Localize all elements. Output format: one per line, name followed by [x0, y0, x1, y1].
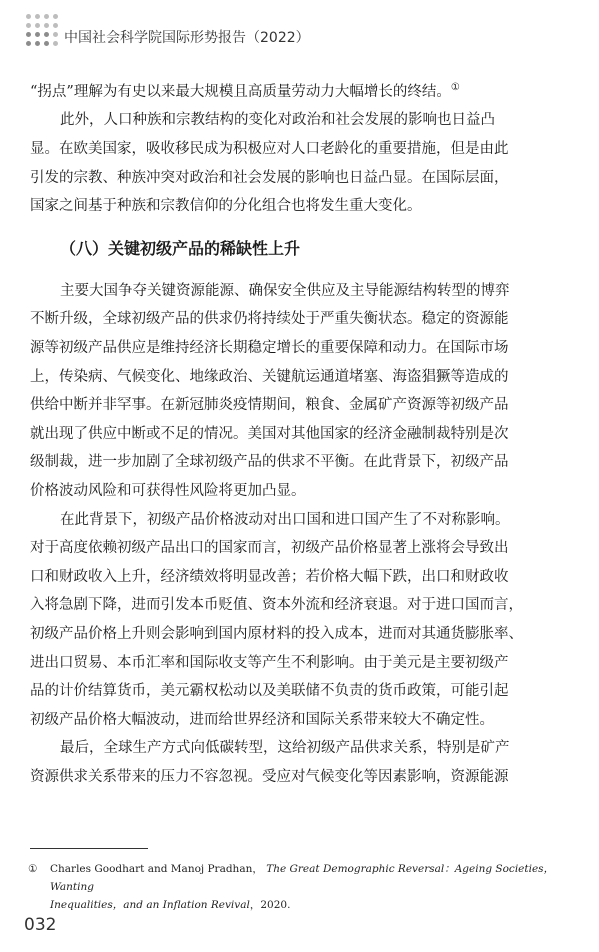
paragraph-line: 主要大国争夺关键资源能源、确保安全供应及主导能源结构转型的博弈 — [60, 282, 510, 299]
paragraph-1 — [30, 74, 572, 106]
paragraph-line: 显。在欧美国家，吸收移民成为积极应对人口老龄化的重要措施，但是由此 — [30, 141, 509, 158]
paragraph-5 — [30, 734, 572, 791]
paragraph-line: 级制裁，进一步加剧了全球初级产品的供求不平衡。在此背景下，初级产品 — [30, 454, 509, 471]
paragraph-line: 供给中断并非罕事。在新冠肺炎疫情期间，粮食、金属矿产资源等初级产品 — [30, 397, 509, 414]
paragraph-line: 品的计价结算货币，美元霸权松动以及美联储不负责的货币政策，可能引起 — [30, 683, 509, 700]
paragraph-line: 就出现了供应中断或不足的情况。美国对其他国家的经济金融制裁特别是次 — [30, 425, 509, 442]
paragraph-line: 此外，人口种族和宗教结构的变化对政治和社会发展的影响也日益凸 — [60, 112, 495, 129]
paragraph-line: 初级产品价格上升则会影响到国内原材料的投入成本，进而对其通货膨胀率、 — [30, 625, 523, 642]
decorative-dot-grid-icon — [26, 14, 59, 47]
paragraph-3 — [30, 277, 572, 506]
footnote-number: ① — [28, 863, 38, 875]
paragraph-line: 源等初级产品供应是维持经济长期稳定增长的重要保障和动力。在国际市场 — [30, 339, 509, 356]
paragraph-1-text: “拐点”理解为有史以来最大规模且高质量劳动力大幅增长的终结。 — [30, 83, 451, 100]
footnote-reference[interactable]: ① — [450, 82, 460, 93]
paragraph-line: 不断升级，全球初级产品的供求仍将持续处于严重失衡状态。稳定的资源能 — [30, 311, 509, 328]
paragraph-line: 对于高度依赖初级产品出口的国家而言，初级产品价格显著上涨将会导致出 — [30, 540, 509, 557]
footnote-divider — [30, 848, 148, 849]
paragraph-line: 最后，全球生产方式向低碳转型，这给初级产品供求关系，特别是矿产 — [60, 740, 510, 757]
paragraph-line: 价格波动风险和可获得性风险将更加凸显。 — [30, 482, 306, 499]
footnote-title-line-1: The Great Demographic Reversal：Ageing Societies，Wanting — [50, 863, 555, 893]
footnote-tail: ，2020. — [249, 899, 291, 911]
paragraph-line: 在此背景下，初级产品价格波动对出口国和进口国产生了不对称影响。 — [60, 511, 510, 528]
footnote — [28, 860, 572, 914]
paragraph-line: 进出口贸易、本币汇率和国际收支等产生不利影响。由于美元是主要初级产 — [30, 654, 509, 671]
section-heading: （八）关键初级产品的稀缺性上升 — [60, 238, 301, 258]
paragraph-2 — [30, 106, 572, 220]
paragraph-line: 国家之间基于种族和宗教信仰的分化组合也将发生重大变化。 — [30, 198, 422, 215]
paragraph-line: 引发的宗教、种族冲突对政治和社会发展的影响也日益凸显。在国际层面， — [30, 169, 509, 186]
paragraph-line: 初级产品价格大幅波动，进而给世界经济和国际关系带来较大不确定性。 — [30, 711, 494, 728]
running-head: 中国社会科学院国际形势报告（2022） — [64, 30, 310, 46]
page-header — [0, 0, 599, 60]
footnote-authors: Charles Goodhart and Manoj Pradhan， — [50, 863, 263, 875]
paragraph-line: 上，传染病、气候变化、地缘政治、关键航运通道堵塞、海盗猖獗等造成的 — [30, 368, 509, 385]
footnote-title-line-2: Inequalities，and an Inflation Revival — [50, 899, 250, 911]
body-text — [30, 74, 572, 791]
page-number: 032 — [24, 915, 57, 935]
paragraph-line: 资源供求关系带来的压力不容忽视。受应对气候变化等因素影响，资源能源 — [30, 768, 509, 785]
paragraph-line: 入将急剧下降，进而引发本币贬值、资本外流和经济衰退。对于进口国而言， — [30, 597, 523, 614]
paragraph-line: 口和财政收入上升，经济绩效将明显改善；若价格大幅下跌，出口和财政收 — [30, 568, 509, 585]
paragraph-4 — [30, 506, 572, 735]
